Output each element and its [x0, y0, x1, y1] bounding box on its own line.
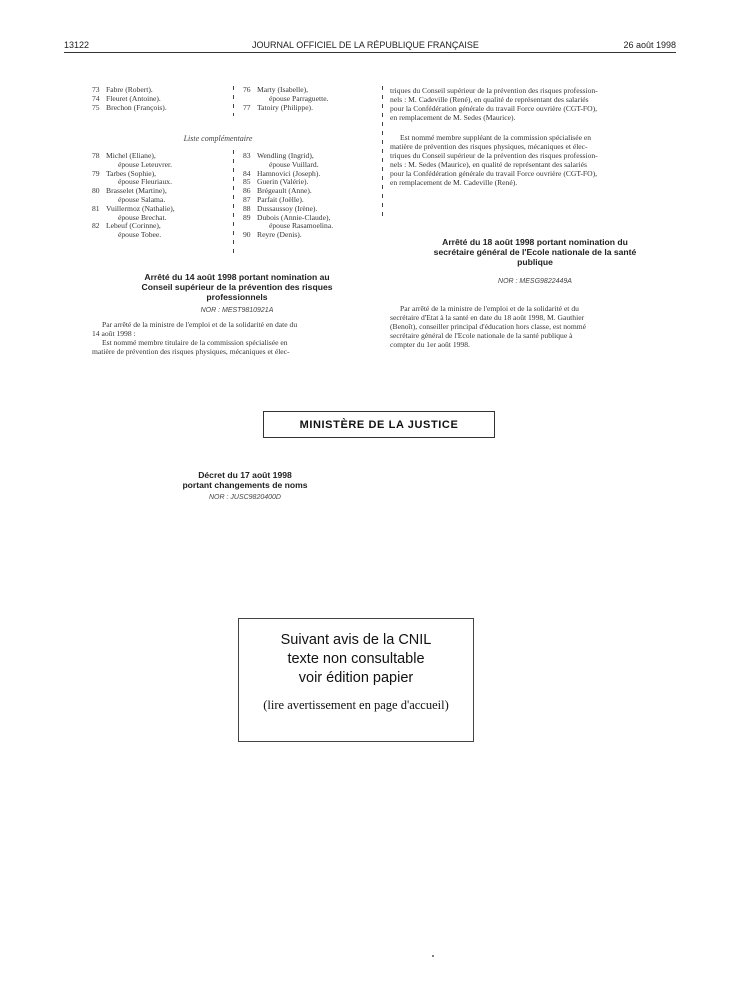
list-complementaire-right [243, 152, 368, 240]
body-line: nels : M. Sedes (Maurice), en qualité de représentant des salariés [390, 160, 587, 169]
entry-name: Brechon (François). [106, 102, 167, 112]
cnil-line: Suivant avis de la CNIL [280, 632, 432, 648]
entry-name: Tatoiry (Philippe). [257, 102, 313, 112]
right-column-paragraph-2 [390, 133, 675, 187]
entry-name: Parfait (Joëlle). [257, 194, 304, 204]
body-line: en remplacement de M. Cadeville (René). [390, 178, 518, 187]
cnil-line: texte non consultable [287, 651, 425, 667]
column-divider [233, 86, 234, 116]
entry-name: Reyre (Denis). [257, 230, 302, 240]
list-entry [243, 104, 368, 113]
arrete-18-aout-title [395, 237, 675, 267]
arrete-14-aout-nor: NOR : MEST9810921A [200, 307, 274, 314]
body-line: compter du 1er août 1998. [390, 340, 470, 349]
body-line: Est nommé membre suppléant de la commission spécialisée en [400, 133, 592, 142]
entry-number: 87 [243, 194, 251, 204]
entry-number: 85 [243, 177, 251, 187]
entry-name: Vuillermoz (Nathalie), [106, 203, 175, 213]
entry-number: 82 [92, 221, 100, 231]
entry-number: 74 [92, 93, 100, 103]
cnil-note: (lire avertissement en page d'accueil) [263, 698, 449, 712]
title-line: Décret du 17 août 1998 [198, 470, 292, 480]
list-main-right [243, 86, 368, 112]
journal-title: JOURNAL OFFICIEL DE LA RÉPUBLIQUE FRANÇAISE [252, 40, 479, 50]
arrete-18-aout-nor: NOR : MESG9822449A [498, 278, 572, 285]
ministry-heading [263, 411, 495, 438]
title-line: Arrêté du 14 août 1998 portant nomination au [144, 272, 330, 282]
entry-number: 84 [243, 168, 251, 178]
arrete-14-aout-title [92, 272, 382, 302]
entry-number: 77 [243, 102, 251, 112]
entry-name: épouse Rasamoelina. [269, 221, 334, 231]
header-rule [64, 52, 676, 53]
entry-name: Tarbes (Sophie), [106, 168, 157, 178]
list-complementaire-left [92, 152, 222, 240]
entry-number: 89 [243, 212, 251, 222]
entry-name: épouse Leteuvrer. [118, 159, 172, 169]
body-line: secrétaire d'Etat à la santé en date du 18 août 1998, M. Gauthier [390, 313, 585, 322]
entry-name: Dussaussoy (Irène). [257, 203, 318, 213]
entry-name: épouse Brechat. [118, 212, 167, 222]
entry-number: 83 [243, 151, 251, 160]
list-entry [92, 231, 222, 240]
entry-name: Michel (Eliane), [106, 151, 156, 160]
right-column-paragraph-1 [390, 86, 675, 122]
column-divider [233, 150, 234, 256]
entry-number: 79 [92, 168, 100, 178]
body-line: Est nommé membre titulaire de la commission spécialisée en [102, 338, 288, 347]
entry-name: épouse Fleuriaux. [118, 177, 172, 187]
body-line: secrétaire général de l'Ecole nationale de la santé publique à [390, 331, 573, 340]
list-entry [92, 104, 222, 113]
cnil-notice [238, 618, 474, 742]
column-divider [382, 86, 383, 216]
list-complementaire-heading: Liste complémentaire [183, 134, 253, 143]
body-line: triques du Conseil supérieur de la prévention des risques profession- [390, 86, 598, 95]
body-line: pour la Confédération générale du travail Force ouvrière (CGT-FO), [390, 169, 597, 178]
entry-name: Brégeault (Anne). [257, 186, 312, 196]
entry-number: 73 [92, 85, 100, 94]
entry-name: Brasselet (Martine), [106, 186, 167, 196]
issue-date: 26 août 1998 [623, 40, 676, 50]
entry-name: Guerin (Valérie). [257, 177, 309, 187]
entry-name: Marty (Isabelle), [257, 85, 309, 94]
entry-number: 90 [243, 230, 251, 240]
body-line: matière de prévention des risques physiques, mécaniques et élec- [92, 347, 290, 356]
title-line: Conseil supérieur de la prévention des risques [141, 282, 333, 292]
entry-number: 76 [243, 85, 251, 94]
entry-number: 78 [92, 151, 100, 160]
entry-name: Hamnovici (Joseph). [257, 168, 321, 178]
entry-name: épouse Parraguette. [269, 93, 329, 103]
page-number: 13122 [64, 40, 90, 50]
page-speck [432, 955, 434, 957]
title-line: Arrêté du 18 août 1998 portant nomination du [442, 237, 628, 247]
entry-name: Lebeuf (Corinne), [106, 221, 161, 231]
decret-nor: NOR : JUSC9820400D [209, 494, 281, 501]
entry-number: 81 [92, 203, 100, 213]
entry-name: Wendling (Ingrid), [257, 151, 314, 160]
entry-name: épouse Vuillard. [269, 159, 319, 169]
body-line: Par arrêté de la ministre de l'emploi et de la solidarité et du [400, 304, 579, 313]
entry-name: Dubois (Annie-Claude), [257, 212, 331, 222]
body-line: Par arrêté de la ministre de l'emploi et de la solidarité en date du [102, 320, 298, 329]
entry-number: 86 [243, 186, 251, 196]
cnil-line: voir édition papier [298, 670, 414, 686]
entry-name: Fabre (Robert). [106, 85, 153, 94]
arrete-18-aout-body [390, 304, 675, 349]
list-main-left [92, 86, 222, 112]
body-line: nels : M. Cadeville (René), en qualité de représentant des salariés [390, 95, 589, 104]
body-line: 14 août 1998 : [92, 329, 136, 338]
decret-title [150, 470, 340, 490]
ministry-title: MINISTÈRE DE LA JUSTICE [299, 418, 459, 431]
entry-number: 75 [92, 102, 100, 112]
entry-name: Fleuret (Antoine). [106, 93, 161, 103]
body-line: (Benoît), conseiller principal d'éducation hors classe, est nommé [390, 322, 587, 331]
body-line: en remplacement de M. Sedes (Maurice). [390, 113, 516, 122]
entry-name: épouse Salama. [118, 194, 166, 204]
body-line: triques du Conseil supérieur de la prévention des risques profession- [390, 151, 598, 160]
title-line: secrétaire général de l'Ecole nationale de la santé [433, 247, 637, 257]
title-line: professionnels [206, 292, 268, 302]
list-entry [243, 231, 368, 240]
title-line: portant changements de noms [182, 480, 308, 490]
title-line: publique [517, 257, 553, 267]
entry-number: 88 [243, 203, 251, 213]
body-line: matière de prévention des risques physiques, mécaniques et élec- [390, 142, 588, 151]
arrete-14-aout-body [92, 320, 377, 356]
body-line: pour la Confédération générale du travail Force ouvrière (CGT-FO), [390, 104, 597, 113]
entry-name: épouse Tobee. [118, 230, 162, 240]
entry-number: 80 [92, 186, 100, 196]
